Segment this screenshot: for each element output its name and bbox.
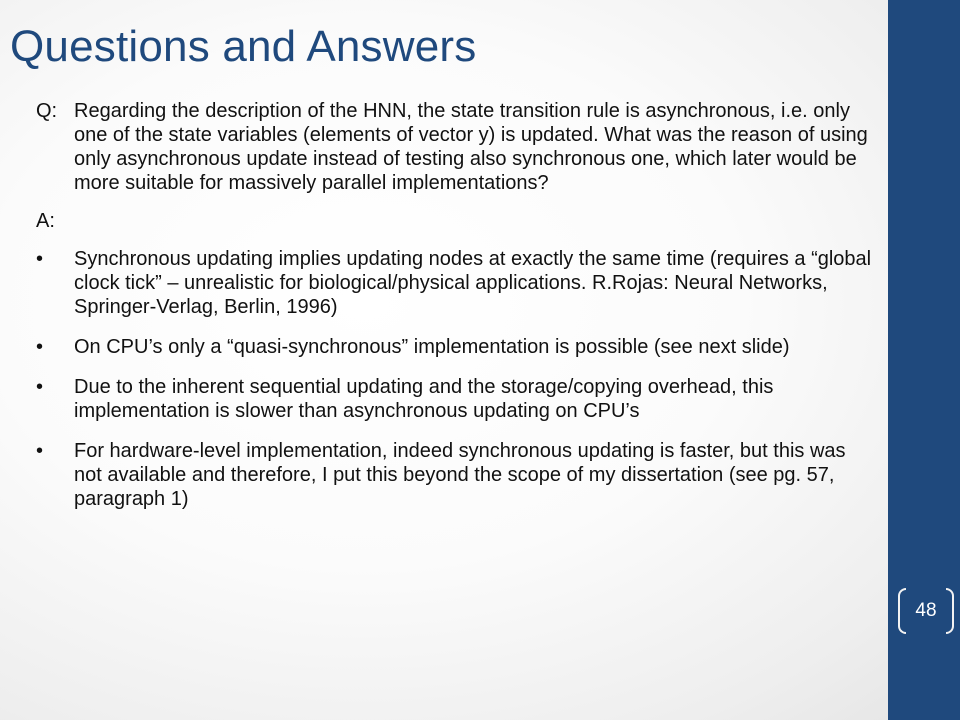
bullet-text: Due to the inherent sequential updating and the storage/copying overhead, this implementation is slower than asynchronous updating on CPU’s xyxy=(74,376,774,422)
bullet-item xyxy=(36,247,872,319)
page-number: 48 xyxy=(915,600,937,621)
bullet-icon: • xyxy=(36,336,44,358)
question-text: Regarding the description of the HNN, the state transition rule is asynchronous, i.e. only one of the state variables (elements of vector y) is updated. What was the reason of using only asynchronous update instead of testing also synchronous one, which later would be more suitable for massively parallel implementations? xyxy=(74,100,868,194)
bullet-icon: • xyxy=(36,248,44,270)
question-label: Q: xyxy=(36,100,58,122)
bullet-icon: • xyxy=(36,376,44,398)
answer-bullet-list xyxy=(36,247,872,511)
bullet-text: For hardware-level implementation, indeed synchronous updating is faster, but this was not available and therefore, I put this beyond the scope of my dissertation (see pg. 57, paragraph 1) xyxy=(74,440,846,510)
bullet-item xyxy=(36,439,872,511)
bullet-item xyxy=(36,335,872,359)
bullet-item xyxy=(36,375,872,423)
bullet-text: Synchronous updating implies updating nodes at exactly the same time (requires a “global clock tick” – unrealistic for biological/physical applications. R.Rojas: Neural Networks, Springer-Verlag, Berlin, 1996) xyxy=(74,248,872,318)
bullet-icon: • xyxy=(36,440,44,462)
slide-body xyxy=(36,99,872,527)
page-number-badge xyxy=(898,588,954,636)
answer-label: A: xyxy=(36,210,55,232)
question-paragraph xyxy=(36,99,872,195)
bullet-text: On CPU’s only a “quasi-synchronous” implementation is possible (see next slide) xyxy=(74,336,790,358)
slide-title: Questions and Answers xyxy=(10,22,477,71)
right-bracket-icon xyxy=(946,588,954,634)
